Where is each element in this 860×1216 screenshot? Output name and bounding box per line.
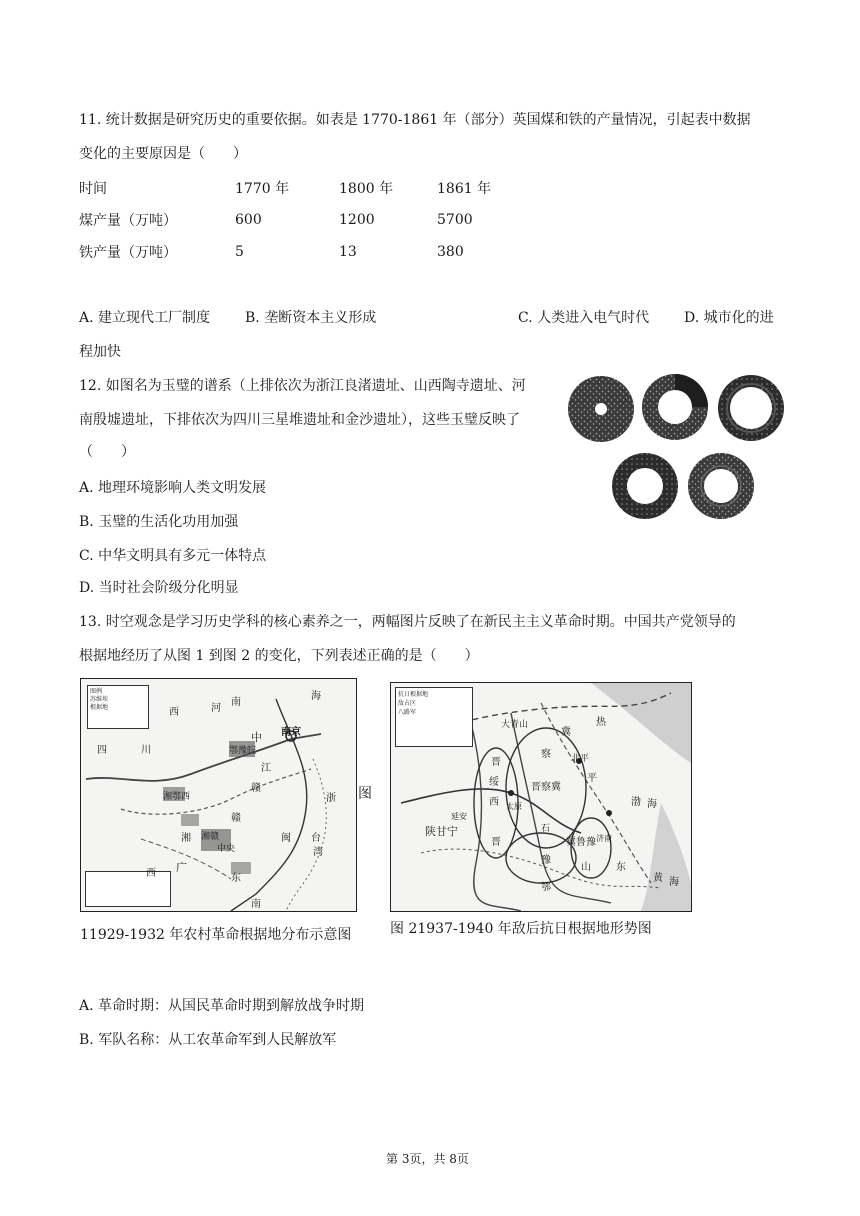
map2-label: 热 bbox=[596, 717, 606, 728]
table-header-cell: 1861 年 bbox=[437, 181, 492, 197]
q12-stem-line1: 12. 如图名为玉璧的谱系（上排依次为浙江良渚遗址、山西陶寺遗址、河 bbox=[79, 378, 526, 394]
q12-stem-line3: （ ） bbox=[79, 444, 135, 460]
table-cell: 600 bbox=[235, 212, 262, 228]
map2-label: 海 bbox=[647, 799, 657, 810]
map1-label: 中央 bbox=[217, 844, 236, 854]
map-anti-japanese-bases bbox=[390, 682, 692, 912]
q12-option-d[interactable]: D. 当时社会阶级分化明显 bbox=[79, 580, 239, 596]
q13-option-a[interactable]: A. 革命时期：从国民革命时期到解放战争时期 bbox=[79, 998, 365, 1014]
map2-label: 晋察冀 bbox=[531, 782, 561, 793]
map1-label: 川 bbox=[141, 745, 151, 756]
q12-stem-line2: 南殷墟遗址，下排依次为四川三星堆遗址和金沙遗址），这些玉璧反映了 bbox=[79, 412, 520, 428]
map2-label: 陕甘宁 bbox=[425, 825, 458, 838]
map-rural-revolutionary-bases bbox=[80, 678, 357, 912]
map1-label: 南京 bbox=[281, 727, 301, 738]
q13-stem-line2: 根据地经历了从图 1 到图 2 的变化，下列表述正确的是（ ） bbox=[79, 648, 479, 664]
map2-label: 太原 bbox=[506, 802, 522, 811]
table-row bbox=[79, 236, 517, 268]
table-row-label: 煤产量（万吨） bbox=[79, 213, 177, 229]
map1-label: 海 bbox=[311, 691, 321, 702]
jade-bi-jinsha bbox=[688, 453, 754, 519]
q11-data-table bbox=[79, 172, 517, 268]
map1-label: 广 bbox=[176, 861, 187, 874]
map1-label: 西 bbox=[146, 868, 156, 879]
map1-label: 湾 bbox=[313, 847, 323, 858]
map2-label: 山 bbox=[581, 862, 591, 873]
map2-legend-item: 抗日根据地 bbox=[398, 691, 429, 698]
map1-label: 浙 bbox=[326, 793, 336, 804]
map2-label: 平 bbox=[587, 773, 597, 784]
table-header-cell: 1800 年 bbox=[339, 181, 394, 197]
map1-label: 鄂豫皖 bbox=[229, 746, 257, 756]
q12-option-b[interactable]: B. 玉璧的生活化功用加强 bbox=[79, 514, 239, 530]
map1-label: 台 bbox=[311, 833, 321, 844]
table-header-cell: 时间 bbox=[79, 181, 107, 197]
jade-bi-image bbox=[565, 372, 785, 522]
map1-label: 四 bbox=[97, 745, 107, 756]
map1-label: 湘 bbox=[181, 833, 191, 844]
map2-label: 晋 bbox=[491, 757, 501, 768]
map1-label: 赣 bbox=[231, 813, 241, 824]
map1-label: 东 bbox=[231, 873, 241, 884]
map-between-char: 图 bbox=[358, 786, 372, 802]
map1-label: 闽 bbox=[281, 833, 291, 844]
map1-label: 江 bbox=[261, 763, 271, 774]
table-header-cell: 1770 年 bbox=[235, 181, 290, 197]
jade-bi-sanxingdui bbox=[612, 453, 678, 519]
map2-label: 豫 bbox=[541, 855, 551, 866]
table-cell: 5700 bbox=[437, 212, 473, 228]
map2-label: 察 bbox=[541, 749, 551, 760]
map2-label: 渤 bbox=[631, 797, 641, 808]
map2-label: 延安 bbox=[451, 812, 467, 821]
q13-stem-line1: 13. 时空观念是学习历史学科的核心素养之一，两幅图片反映了在新民主主义革命时期。中国共产党领导的 bbox=[79, 614, 736, 630]
map1-label: 中 bbox=[251, 731, 262, 744]
q11-option-d[interactable]: D. 城市化的进 bbox=[684, 310, 774, 326]
q11-option-d-continued: 程加快 bbox=[79, 344, 121, 360]
map1-label: 西 bbox=[169, 707, 179, 718]
map2-label: 大青山 bbox=[501, 720, 529, 730]
map2-label: 海 bbox=[669, 877, 679, 888]
table-row bbox=[79, 204, 517, 236]
q11-option-a[interactable]: A. 建立现代工厂制度 bbox=[79, 310, 211, 326]
q12-option-c[interactable]: C. 中华文明具有多元一体特点 bbox=[79, 548, 267, 564]
map1-label: 赣 bbox=[251, 783, 261, 794]
page-number: 第 3页，共 8页 bbox=[386, 1152, 469, 1166]
map2-label: 晋 bbox=[491, 837, 501, 848]
map2-legend-item: 八路军 bbox=[398, 709, 417, 716]
map1-caption: 11929-1932 年农村革命根据地分布示意图 bbox=[80, 927, 352, 943]
q11-option-c[interactable]: C. 人类进入电气时代 bbox=[518, 310, 650, 326]
table-row-label: 铁产量（万吨） bbox=[79, 245, 177, 261]
q11-stem-line1: 11. 统计数据是研究历史的重要依据。如表是 1770-1861 年（部分）英国煤和铁的产量情况，引起表中数据 bbox=[79, 112, 751, 128]
jade-bi-liangzhu bbox=[568, 376, 634, 442]
map2-label: 鄂 bbox=[541, 882, 551, 893]
map2-label: 西 bbox=[489, 797, 499, 808]
q12-option-a[interactable]: A. 地理环境影响人类文明发展 bbox=[79, 480, 267, 496]
map2-caption: 图 21937-1940 年敌后抗日根据地形势图 bbox=[390, 921, 652, 937]
map2-label: 济南 bbox=[596, 834, 612, 843]
q13-option-b[interactable]: B. 军队名称：从工农革命军到人民解放军 bbox=[79, 1032, 337, 1048]
map1-label: 南 bbox=[251, 899, 261, 910]
map1-label: 湘赣 bbox=[201, 832, 220, 842]
table-cell: 5 bbox=[235, 244, 244, 260]
map1-legend-item: 根据地 bbox=[90, 704, 109, 711]
map2-label: 黄 bbox=[653, 873, 663, 884]
table-cell: 380 bbox=[437, 244, 464, 260]
q11-option-b[interactable]: B. 垄断资本主义形成 bbox=[245, 310, 377, 326]
jade-bi-taosi bbox=[642, 374, 708, 440]
map1-label: 南 bbox=[231, 697, 241, 708]
map1-label: 河 bbox=[211, 703, 221, 714]
table-header-row bbox=[79, 172, 517, 204]
map2-label: 冀 bbox=[561, 727, 571, 738]
q11-stem-line2: 变化的主要原因是（ ） bbox=[79, 146, 247, 162]
map1-legend-title: 图例 bbox=[90, 688, 103, 695]
jade-bi-yinxu bbox=[718, 375, 784, 441]
map1-label: 湘鄂西 bbox=[163, 792, 191, 802]
map2-label: 绥 bbox=[489, 777, 499, 788]
map2-label: 冀鲁豫 bbox=[566, 837, 596, 848]
map1-legend-item: 苏维埃 bbox=[90, 696, 109, 703]
map2-label: 石 bbox=[541, 824, 551, 834]
map2-label: 北平 bbox=[571, 754, 590, 764]
map2-legend-item: 敌占区 bbox=[398, 700, 417, 707]
map2-label: 东 bbox=[616, 862, 626, 873]
table-cell: 1200 bbox=[339, 212, 375, 228]
table-cell: 13 bbox=[339, 244, 357, 260]
